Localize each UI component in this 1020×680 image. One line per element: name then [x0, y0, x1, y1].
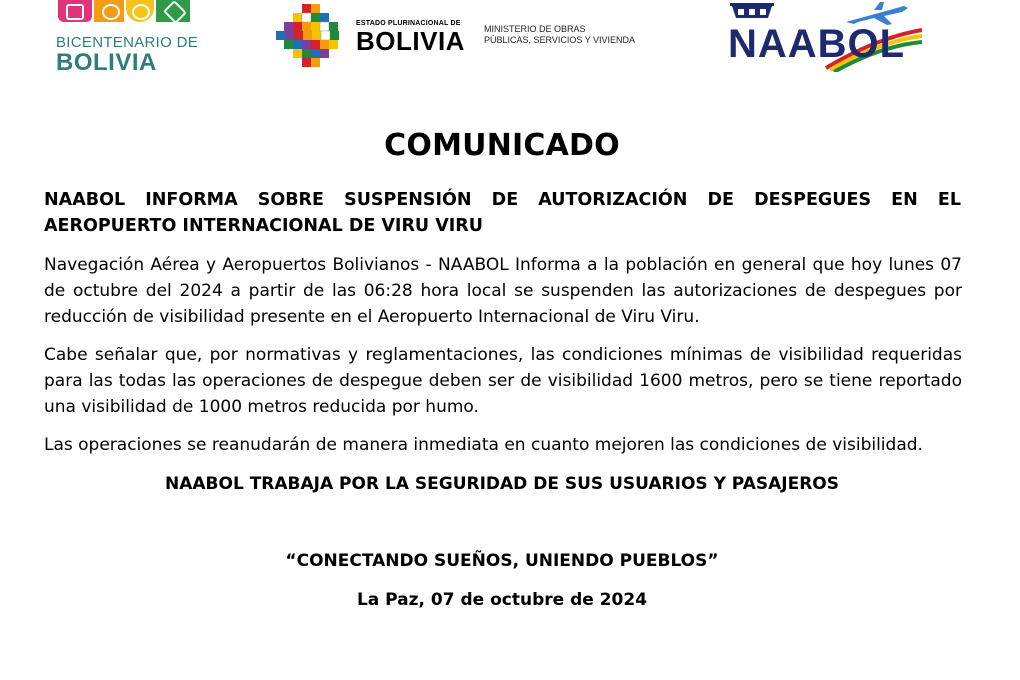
slogan: “CONECTANDO SUEÑOS, UNIENDO PUEBLOS” — [285, 551, 719, 571]
bicentenario-tiles-icon — [58, 0, 190, 26]
naabol-logo — [722, 0, 922, 75]
bolivia-label: BOLIVIA — [356, 26, 465, 56]
header — [0, 0, 1020, 90]
ministry-label — [484, 24, 635, 46]
ministry-line2: PÚBLICAS, SERVICIOS Y VIVIENDA — [484, 35, 636, 45]
paragraph-1: Navegación Aérea y Aeropuertos Bolivianos - NAABOL Informa a la población en general que hoy lunes 07 de octubre del 2024 a partir de las 06:28 hora local se suspenden las autorizaciones de despegues por reducción de visibilidad presente en el Aeropuerto Internacional de Viru Viru. — [44, 255, 962, 327]
page-title: COMUNICADO — [384, 128, 620, 163]
estado-plurinacional-logo — [276, 4, 666, 74]
bicentenario-logo — [52, 0, 202, 80]
naabol-wordmark: NAABOL — [728, 22, 906, 66]
estado-label: ESTADO PLURINACIONAL DE — [356, 20, 461, 27]
bicentenario-line2: BOLIVIA — [56, 49, 157, 76]
paragraph-2: Cabe señalar que, por normativas y reglamentaciones, las condiciones mínimas de visibilidad requeridas para las todas las operaciones de despegue deben ser de visibilidad 1600 metros, pero se tiene reportado una visibilidad de 1000 metros reducida por humo. — [44, 345, 962, 417]
ministry-line1: MINISTERIO DE OBRAS — [484, 24, 586, 34]
closing-statement: NAABOL TRABAJA POR LA SEGURIDAD DE SUS USUARIOS Y PASAJEROS — [165, 474, 839, 494]
wiphala-emblem-icon — [276, 4, 346, 70]
dateline: La Paz, 07 de octubre de 2024 — [356, 590, 648, 610]
paragraph-3: Las operaciones se reanudarán de manera inmediata en cuanto mejoren las condiciones de visibilidad. — [44, 435, 923, 455]
control-tower-icon — [730, 2, 774, 22]
bicentenario-line1: BICENTENARIO DE — [56, 34, 199, 51]
headline: NAABOL INFORMA SOBRE SUSPENSIÓN DE AUTORIZACIÓN DE DESPEGUES EN EL AEROPUERTO INTERNACIONAL DE VIRU VIRU — [44, 190, 961, 236]
